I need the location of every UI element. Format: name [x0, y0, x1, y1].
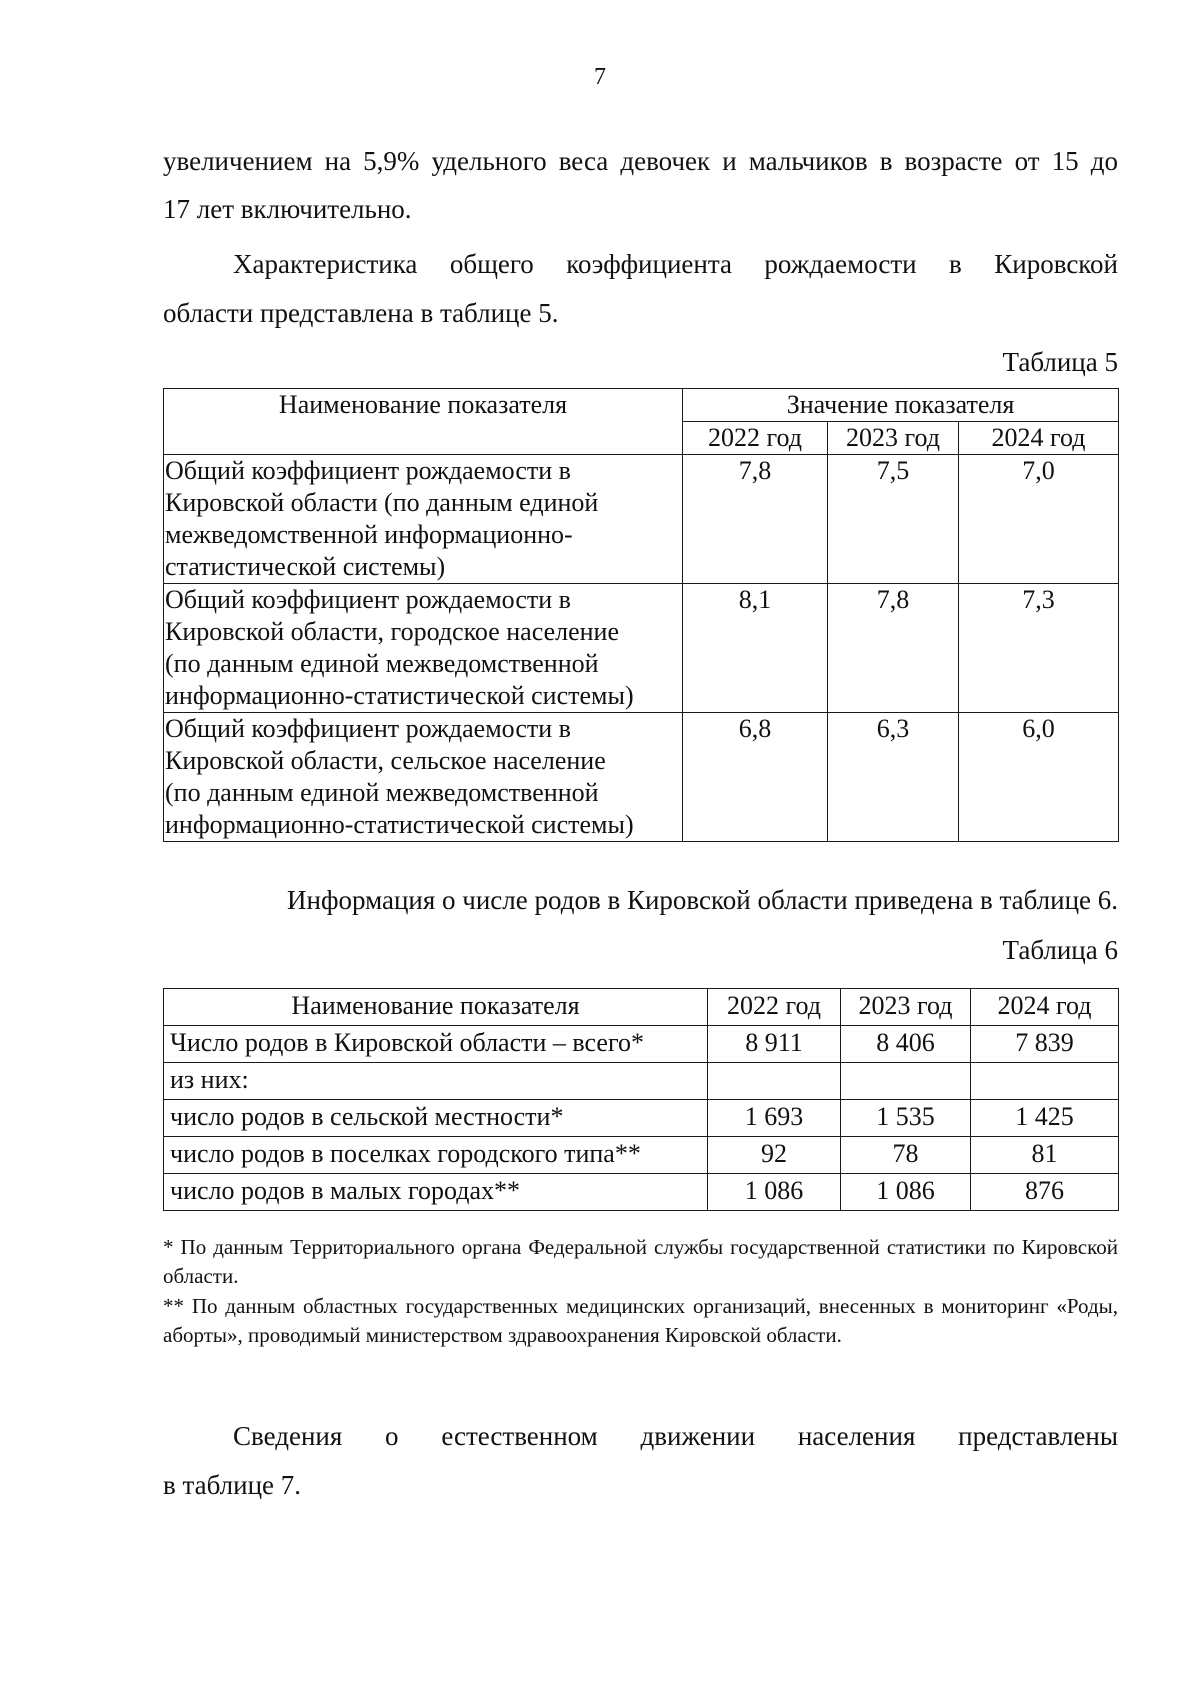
table5-header-value: Значение показателя	[683, 389, 1119, 422]
table5-intro-line-1: Характеристика общего коэффициента рождаемости в Кировской	[233, 249, 1118, 279]
table6-cell: 7 839	[971, 1026, 1119, 1063]
footnote-2: ** По данным областных государственных медицинских организаций, внесенных в мониторинг «Роды, аборты», проводимый министерством здравоохранения Кировской области.	[163, 1294, 1118, 1347]
table5-row	[164, 713, 1119, 842]
table-6	[163, 988, 1119, 1211]
table5-header-name: Наименование показателя	[164, 389, 683, 455]
table6-header-name: Наименование показателя	[164, 989, 708, 1026]
table5-row	[164, 584, 1119, 713]
table6-intro: Информация о числе родов в Кировской области приведена в таблице 6.	[287, 885, 1118, 915]
table6-row	[164, 1026, 1119, 1063]
table5-cell: 7,8	[828, 584, 959, 713]
table6-cell: 1 425	[971, 1100, 1119, 1137]
table6-cell: 8 911	[708, 1026, 841, 1063]
table6-cell: 1 693	[708, 1100, 841, 1137]
table5-cell: 7,5	[828, 455, 959, 584]
table5-cell: 6,8	[683, 713, 828, 842]
table6-row-name: из них:	[164, 1063, 708, 1100]
table5-row-name: Общий коэффициент рождаемости в Кировской области, сельское население (по данным единой межведомственной информационно-статистической системы)	[164, 713, 683, 842]
table5-row-name: Общий коэффициент рождаемости в Кировской области (по данным единой межведомственной информационно- статистической системы)	[164, 455, 683, 584]
table6-year-2023: 2023 год	[841, 989, 971, 1026]
table6-cell: 1 086	[841, 1174, 971, 1211]
page-number: 7	[594, 64, 606, 90]
table6-cell: 81	[971, 1137, 1119, 1174]
table6-row-name: Число родов в Кировской области – всего*	[164, 1026, 708, 1063]
table5-row-name: Общий коэффициент рождаемости в Кировской области, городское население (по данным единой межведомственной информационно-статистической системы)	[164, 584, 683, 713]
table6-cell	[841, 1063, 971, 1100]
table6-cell	[971, 1063, 1119, 1100]
table6-year-2022: 2022 год	[708, 989, 841, 1026]
table6-row-name: число родов в поселках городского типа**	[164, 1137, 708, 1174]
table6-cell: 78	[841, 1137, 971, 1174]
intro-line-1: увеличением на 5,9% удельного веса девочек и мальчиков в возрасте от 15 до	[163, 146, 1118, 176]
table5-row	[164, 455, 1119, 584]
table6-cell: 1 086	[708, 1174, 841, 1211]
table6-row	[164, 1063, 1119, 1100]
table7-intro-line-1: Сведения о естественном движении населения представлены	[233, 1421, 1118, 1451]
table6-row	[164, 1174, 1119, 1211]
table6-row-name: число родов в сельской местности*	[164, 1100, 708, 1137]
table5-cell: 7,8	[683, 455, 828, 584]
table5-cell: 6,0	[959, 713, 1119, 842]
table5-cell: 7,3	[959, 584, 1119, 713]
table6-cell	[708, 1063, 841, 1100]
table5-intro-line-2: области представлена в таблице 5.	[163, 298, 559, 328]
table6-caption: Таблица 6	[1002, 935, 1118, 965]
table6-year-2024: 2024 год	[971, 989, 1119, 1026]
table5-year-2022: 2022 год	[683, 422, 828, 455]
table5-year-2024: 2024 год	[959, 422, 1119, 455]
table5-cell: 6,3	[828, 713, 959, 842]
table6-cell: 8 406	[841, 1026, 971, 1063]
table6-cell: 876	[971, 1174, 1119, 1211]
intro-line-2: 17 лет включительно.	[163, 194, 412, 224]
table5-cell: 8,1	[683, 584, 828, 713]
table6-row-name: число родов в малых городах**	[164, 1174, 708, 1211]
table6-cell: 92	[708, 1137, 841, 1174]
table7-intro-line-2: в таблице 7.	[163, 1470, 302, 1500]
table6-row	[164, 1100, 1119, 1137]
table-5	[163, 388, 1119, 842]
table6-row	[164, 1137, 1119, 1174]
table5-year-2023: 2023 год	[828, 422, 959, 455]
footnote-1: * По данным Территориального органа Федеральной службы государственной статистики по Кировской области.	[163, 1235, 1118, 1288]
table6-cell: 1 535	[841, 1100, 971, 1137]
table5-caption: Таблица 5	[1002, 347, 1118, 377]
table5-cell: 7,0	[959, 455, 1119, 584]
